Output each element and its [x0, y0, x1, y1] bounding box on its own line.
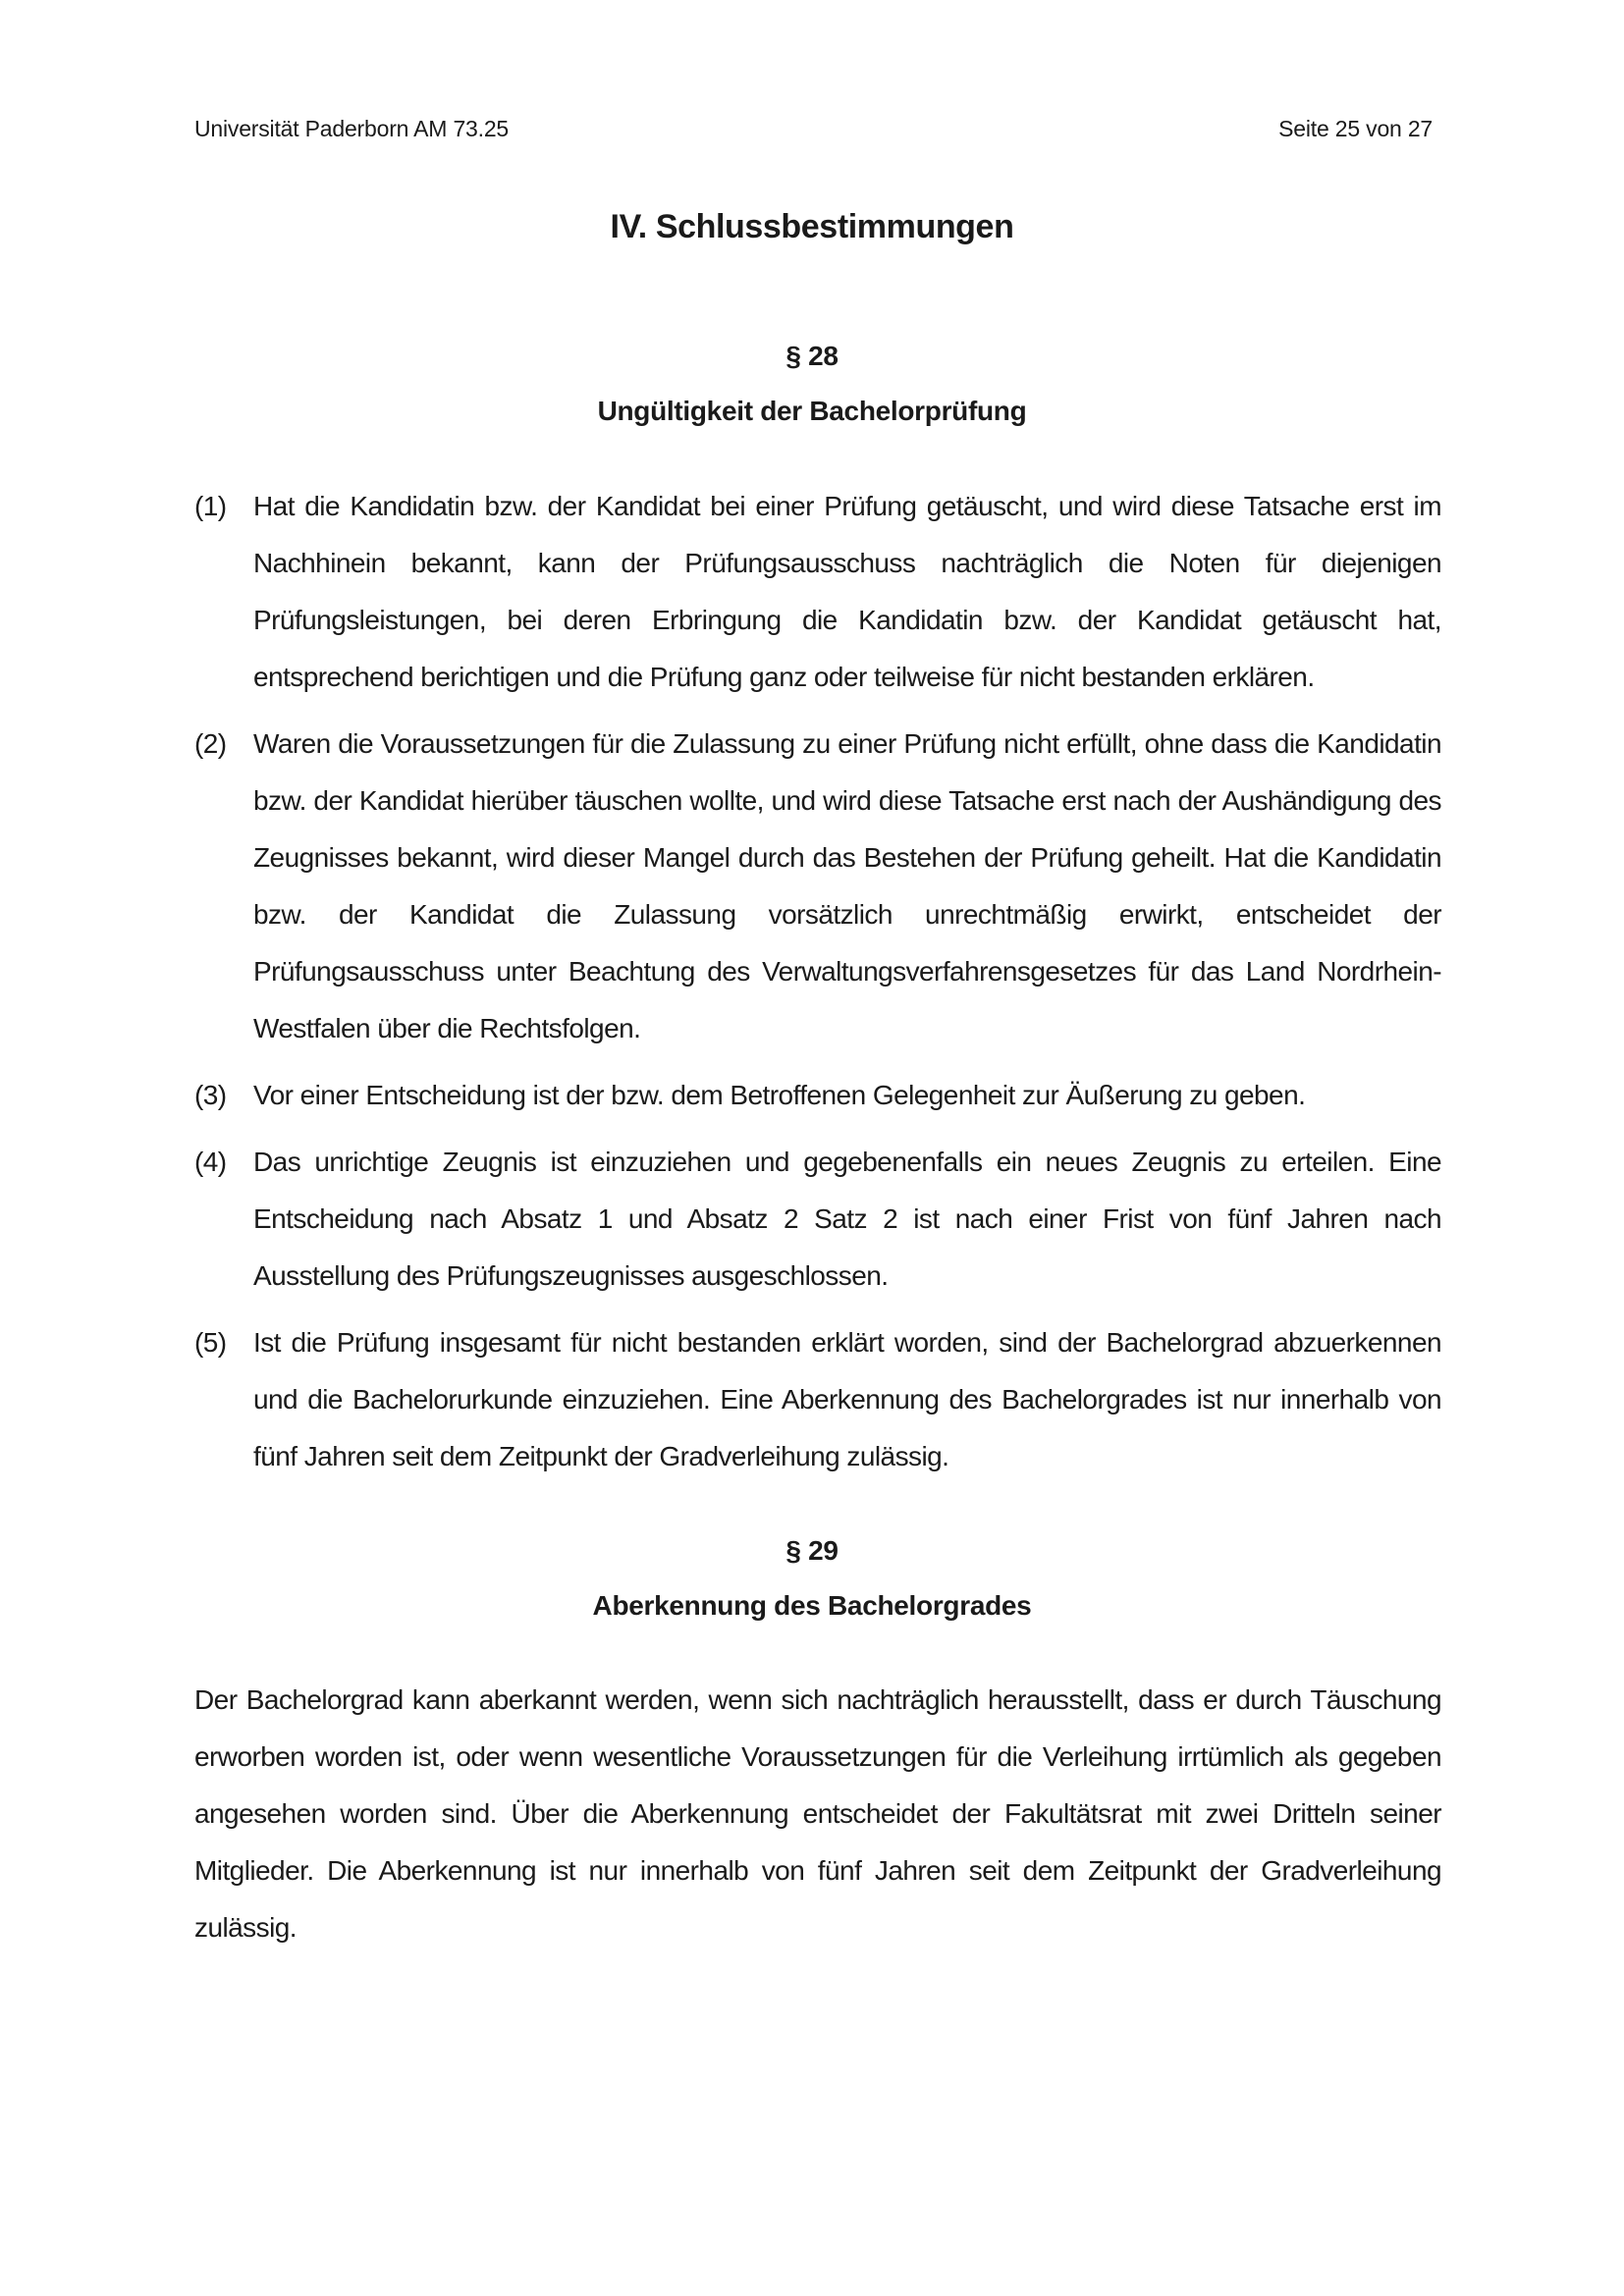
paragraph-number: (4) — [194, 1147, 227, 1177]
chapter-title: IV. Schlussbestimmungen — [610, 208, 1014, 245]
paragraph-1 — [194, 478, 1441, 706]
paragraph-number: (1) — [194, 491, 227, 521]
section-29-number: § 29 — [785, 1535, 839, 1566]
paragraph-text: Das unrichtige Zeugnis ist einzuziehen und gegebenenfalls ein neues Zeugnis zu erteilen. Eine Entscheidung nach Absatz 1 und Absatz 2 Satz 2 ist nach einer Frist von fünf Jahren nach Ausstellung des Prüfungszeugnisses ausgeschlossen. — [253, 1147, 1441, 1291]
paragraph-number: (3) — [194, 1080, 227, 1110]
page-header-page-number: Seite 25 von 27 — [1278, 116, 1433, 141]
paragraph-3 — [194, 1067, 1441, 1124]
page-header-institution: Universität Paderborn AM 73.25 — [194, 116, 510, 141]
paragraph-text: Ist die Prüfung insgesamt für nicht bestanden erklärt worden, sind der Bachelorgrad abzuerkennen und die Bachelorurkunde einzuziehen. Eine Aberkennung des Bachelorgrades ist nur innerhalb von fünf Jahren seit dem Zeitpunkt der Gradverleihung zulässig. — [253, 1327, 1441, 1471]
paragraph-4 — [194, 1134, 1441, 1305]
paragraph-number: (2) — [194, 728, 227, 759]
paragraph-5 — [194, 1314, 1441, 1485]
paragraph-text: Waren die Voraussetzungen für die Zulassung zu einer Prüfung nicht erfüllt, ohne dass die Kandidatin bzw. der Kandidat hierüber täuschen wollte, und wird diese Tatsache erst nach der Aushändigung des Zeugnisses bekannt, wird dieser Mangel durch das Bestehen der Prüfung geheilt. Hat die Kandidatin bzw. der Kandidat die Zulassung vorsätzlich unrechtmäßig erwirkt, entscheidet der Prüfungsausschuss unter Beachtung des Verwaltungsverfahrensgesetzes für das Land Nordrhein-Westfalen über die Rechtsfolgen. — [253, 728, 1441, 1043]
section-29-body-text: Der Bachelorgrad kann aberkannt werden, wenn sich nachträglich herausstellt, dass er durch Täuschung erworben worden ist, oder wenn wesentliche Voraussetzungen für die Verleihung irrtümlich als gegeben angesehen worden sind. Über die Aberkennung entscheidet der Fakultätsrat mit zwei Dritteln seiner Mitglieder. Die Aberkennung ist nur innerhalb von fünf Jahren seit dem Zeitpunkt der Gradverleihung zulässig. — [194, 1684, 1441, 1943]
section-28-number: § 28 — [785, 341, 839, 371]
paragraph-text: Hat die Kandidatin bzw. der Kandidat bei einer Prüfung getäuscht, und wird diese Tatsache erst im Nachhinein bekannt, kann der Prüfungsausschuss nachträglich die Noten für diejenigen Prüfungsleistungen, bei deren Erbringung die Kandidatin bzw. der Kandidat getäuscht hat, entsprechend berichtigen und die Prüfung ganz oder teilweise für nicht bestanden erklären. — [253, 491, 1441, 692]
paragraph-text: Vor einer Entscheidung ist der bzw. dem Betroffenen Gelegenheit zur Äußerung zu geben. — [253, 1080, 1306, 1110]
section-28-paragraph-list — [194, 478, 1441, 1495]
section-28-title: Ungültigkeit der Bachelorprüfung — [597, 396, 1027, 426]
section-29-title: Aberkennung des Bachelorgrades — [592, 1590, 1032, 1621]
paragraph-number: (5) — [194, 1327, 227, 1358]
paragraph-2 — [194, 716, 1441, 1057]
